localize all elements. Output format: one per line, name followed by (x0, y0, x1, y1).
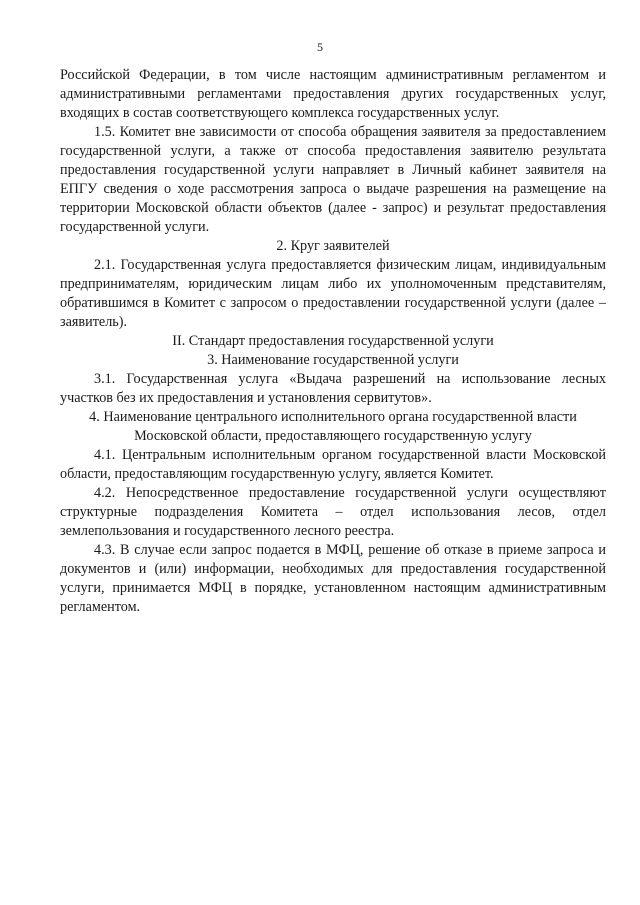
section-heading-4: 4. Наименование центрального исполнительного органа государственной власти Московской области, предоставляющего государственную услугу (89, 409, 577, 444)
paragraph-4-3: 4.3. В случае если запрос подается в МФЦ, решение об отказе в приеме запроса и документов и (или) информации, необходимых для предоставления государственной услуги, принимается МФЦ в порядке, установленном настоящим административным регламентом. (60, 542, 606, 615)
section-heading-3: 3. Наименование государственной услуги (207, 352, 459, 368)
paragraph-1-5: 1.5. Комитет вне зависимости от способа обращения заявителя за предоставлением государственной услуги, а также от способа предоставления заявителю результата предоставления государственной услуги направляет в Личный кабинет заявителя на ЕПГУ сведения о ходе рассмотрения запроса о выдаче разрешения на размещение на территории Московской области объектов (далее - запрос) и результат предоставления государственной услуги. (60, 124, 606, 235)
paragraph-intro: Российской Федерации, в том числе настоящим административным регламентом и административными регламентами предоставления других государственных услуг, входящих в состав соответствующего комплекса государственных услуг. (60, 67, 606, 121)
paragraph-2-1: 2.1. Государственная услуга предоставляется физическим лицам, индивидуальным предпринимателям, юридическим лицам либо их уполномоченным представителям, обратившимся в Комитет с запросом о предоставлении государственной услуги (далее – заявитель). (60, 257, 606, 330)
paragraph-3-1: 3.1. Государственная услуга «Выдача разрешений на использование лесных участков без их предоставления и установления сервитутов». (60, 371, 606, 406)
document-body (60, 66, 606, 617)
paragraph-4-1: 4.1. Центральным исполнительным органом государственной власти Московской области, предоставляющим государственную услугу, является Комитет. (60, 447, 606, 482)
chapter-heading-II: II. Стандарт предоставления государственной услуги (172, 333, 494, 349)
page-number: 5 (317, 40, 323, 54)
section-heading-2: 2. Круг заявителей (276, 238, 390, 254)
paragraph-4-2: 4.2. Непосредственное предоставление государственной услуги осуществляют структурные подразделения Комитета – отдел использования лесов, отдел землепользования и государственного лесного реестра. (60, 485, 606, 539)
